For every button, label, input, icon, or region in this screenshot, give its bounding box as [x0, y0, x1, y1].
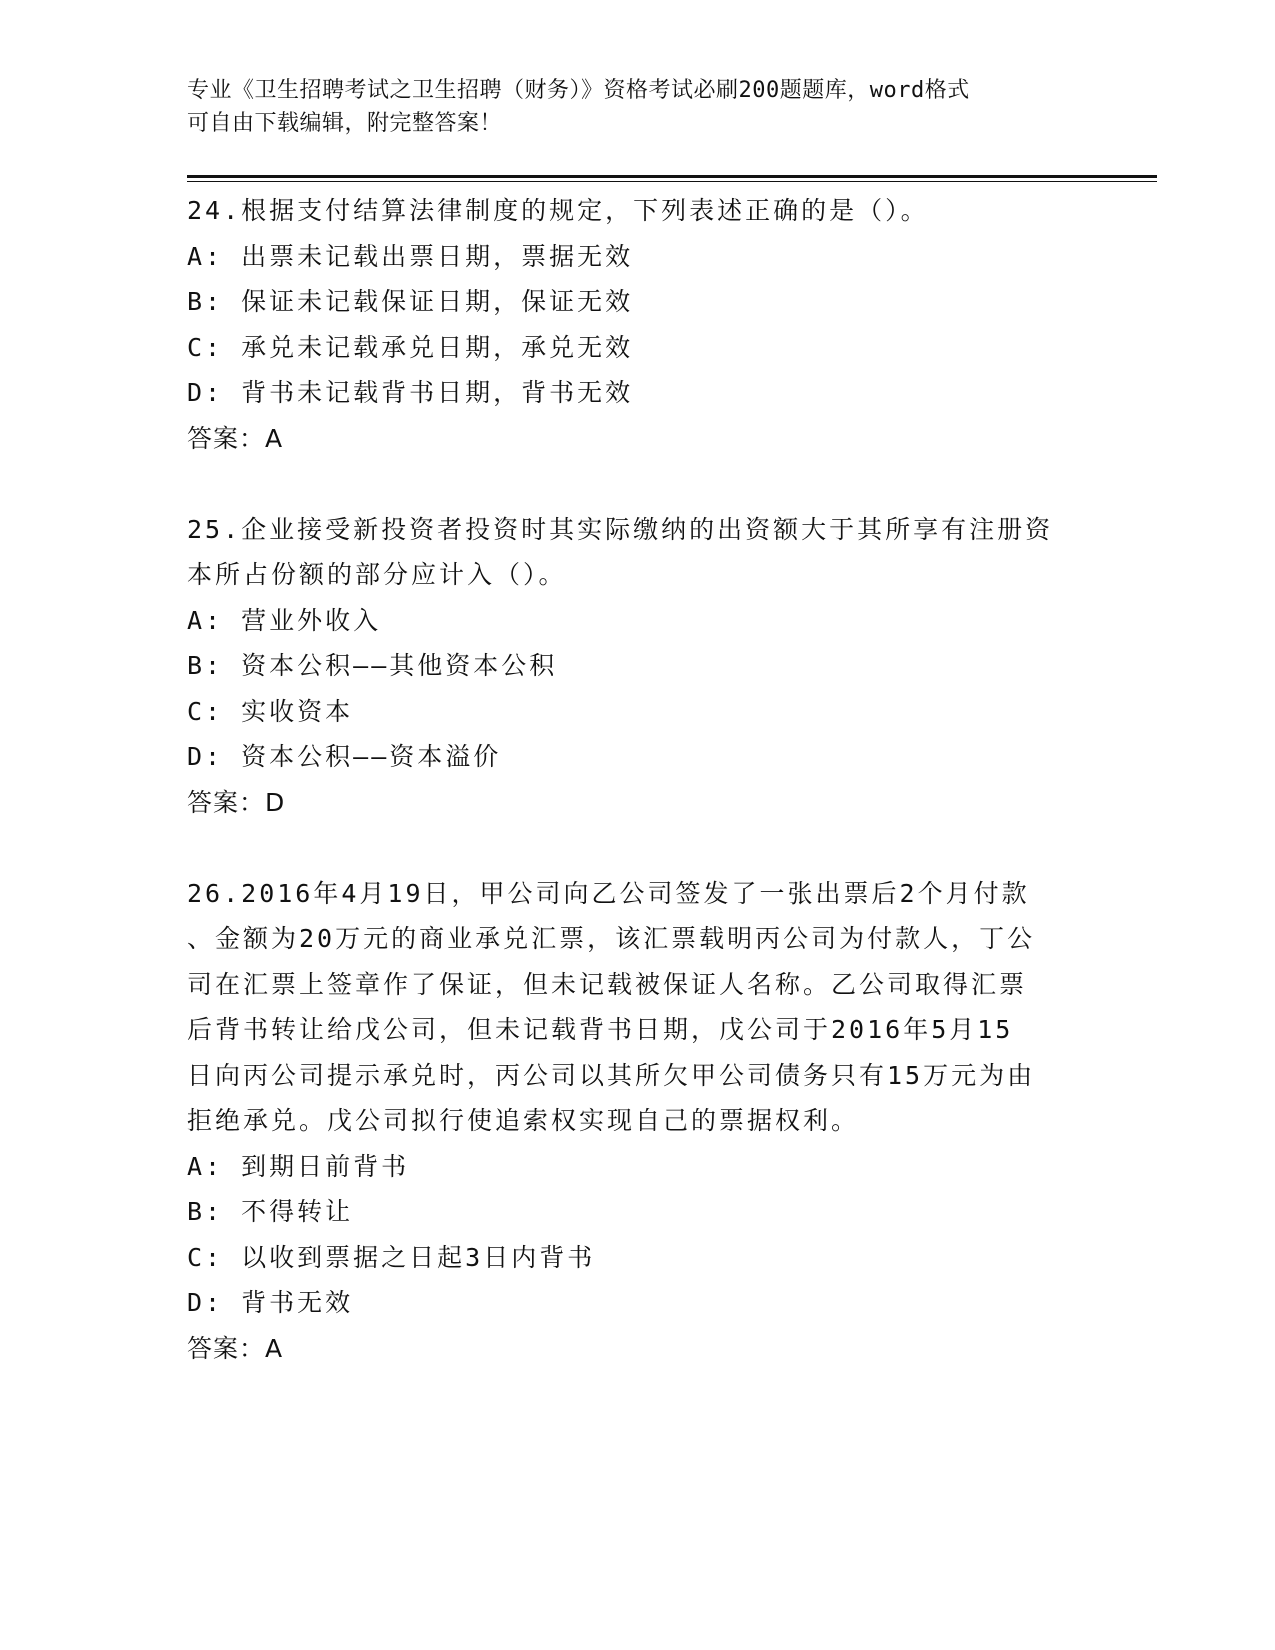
- option-d: D: 资本公积——资本溢价: [187, 742, 502, 771]
- option-a: A: 到期日前背书: [187, 1151, 410, 1181]
- option-b: B: 不得转让: [187, 1197, 354, 1226]
- question-stem: 24.根据支付结算法律制度的规定，下列表述正确的是（）。: [187, 196, 929, 225]
- question-stem: 25.企业接受新投资者投资时其实际缴纳的出资额大于其所享有注册资: [187, 514, 1054, 544]
- header-line-2: 可自由下载编辑，附完整答案！: [187, 111, 503, 136]
- question-stem: 司在汇票上签章作了保证，但未记载被保证人名称。乙公司取得汇票: [187, 969, 1028, 999]
- question-stem: 、金额为20万元的商业承兑汇票，该汇票载明丙公司为付款人，丁公: [187, 924, 1036, 953]
- question-stem: 26.2016年4月19日，甲公司向乙公司签发了一张出票后2个月付款: [187, 878, 1030, 908]
- question-26: [187, 871, 1087, 1372]
- option-d: D: 背书未记载背书日期，背书无效: [187, 378, 634, 407]
- question-25: [187, 507, 1087, 826]
- question-24: [187, 188, 1087, 461]
- question-stem: 后背书转让给戊公司，但未记载背书日期，戊公司于2016年5月15: [187, 1015, 1014, 1044]
- option-c: C: 实收资本: [187, 696, 354, 726]
- question-stem: 拒绝承兑。戊公司拟行使追索权实现自己的票据权利。: [187, 1106, 860, 1135]
- option-d: D: 背书无效: [187, 1288, 354, 1317]
- option-b: B: 资本公积——其他资本公积: [187, 651, 558, 680]
- question-stem: 日向丙公司提示承兑时，丙公司以其所欠甲公司债务只有15万元为由: [187, 1060, 1036, 1090]
- header-rule-thick: [187, 175, 1157, 178]
- header-rule-thin: [187, 181, 1157, 182]
- option-a: A: 出票未记载出票日期，票据无效: [187, 241, 634, 271]
- option-c: C: 以收到票据之日起3日内背书: [187, 1242, 596, 1272]
- header-line-1: 专业《卫生招聘考试之卫生招聘（财务）》资格考试必刷200题题库，word格式: [187, 78, 970, 103]
- option-c: C: 承兑未记载承兑日期，承兑无效: [187, 332, 634, 362]
- answer: 答案：A: [187, 423, 284, 453]
- answer: 答案：A: [187, 1333, 284, 1363]
- question-stem: 本所占份额的部分应计入（）。: [187, 560, 567, 589]
- question-gap: [187, 461, 1087, 507]
- document-header: [187, 74, 1067, 140]
- option-a: A: 营业外收入: [187, 605, 382, 635]
- question-list: [187, 188, 1087, 1371]
- question-gap: [187, 825, 1087, 871]
- option-b: B: 保证未记载保证日期，保证无效: [187, 287, 634, 316]
- answer: 答案：D: [187, 787, 286, 817]
